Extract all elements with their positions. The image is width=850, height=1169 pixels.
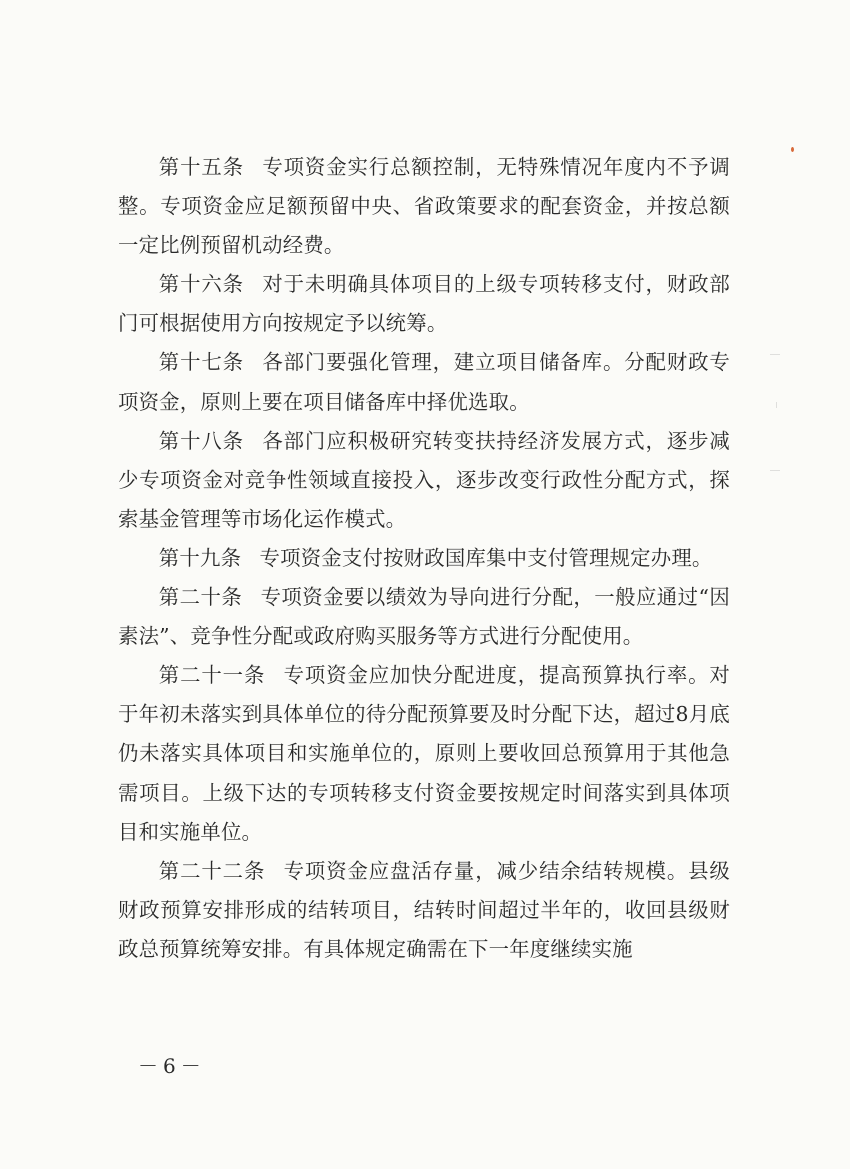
paragraph	[118, 343, 730, 421]
article-number: 第十五条	[158, 155, 244, 179]
article-text: 专项资金应盘活存量，减少结余结转规模。县级财政预算安排形成的结转项目，结转时间超过半年的，收回县级财政总预算统筹安排。有具体规定确需在下一年度继续实施	[118, 858, 730, 961]
article-text: 各部门要强化管理，建立项目储备库。分配财政专项资金，原则上要在项目储备库中择优选取。	[118, 350, 730, 414]
paragraph	[118, 265, 730, 343]
scan-artifact	[770, 470, 780, 471]
scan-artifact	[770, 354, 780, 355]
article-number: 第二十一条	[158, 663, 266, 688]
paragraph	[118, 539, 730, 578]
paragraph	[118, 578, 730, 656]
article-number: 第二十二条	[158, 858, 266, 883]
document-body	[118, 148, 730, 969]
scan-artifact	[776, 402, 777, 408]
paragraph	[118, 852, 730, 969]
page-number: －6－	[138, 1054, 206, 1078]
paragraph	[118, 422, 730, 539]
article-number: 第十七条	[158, 350, 244, 375]
paragraph	[118, 656, 730, 851]
paragraph	[118, 148, 730, 265]
article-text: 专项资金应加快分配进度，提高预算执行率。对于年初未落实到具体单位的待分配预算要及时分配下达，超过8月底仍未落实具体项目和实施单位的，原则上要收回总预算用于其他急需项目。上级下达的专项转移支付资金要按规定时间落实到具体项目和实施单位。	[118, 663, 730, 844]
article-text: 对于未明确具体项目的上级专项转移支付，财政部门可根据使用方向按规定予以统筹。	[118, 272, 730, 336]
article-text: 各部门应积极研究转变扶持经济发展方式，逐步减少专项资金对竞争性领域直接投入，逐步改变行政性分配方式，探索基金管理等市场化运作模式。	[118, 428, 730, 531]
article-number: 第二十条	[158, 585, 243, 610]
scan-artifact	[791, 147, 794, 152]
article-number: 第十八条	[158, 428, 244, 453]
article-text: 专项资金支付按财政国库集中支付管理规定办理。	[259, 545, 713, 570]
article-number: 第十九条	[158, 545, 242, 570]
article-number: 第十六条	[158, 272, 244, 297]
article-text: 专项资金要以绩效为导向进行分配，一般应通过“因素法”、竞争性分配或政府购买服务等方式进行分配使用。	[118, 585, 730, 649]
article-text: 专项资金实行总额控制，无特殊情况年度内不予调整。专项资金应足额预留中央、省政策要求的配套资金，并按总额一定比例预留机动经费。	[118, 155, 730, 258]
